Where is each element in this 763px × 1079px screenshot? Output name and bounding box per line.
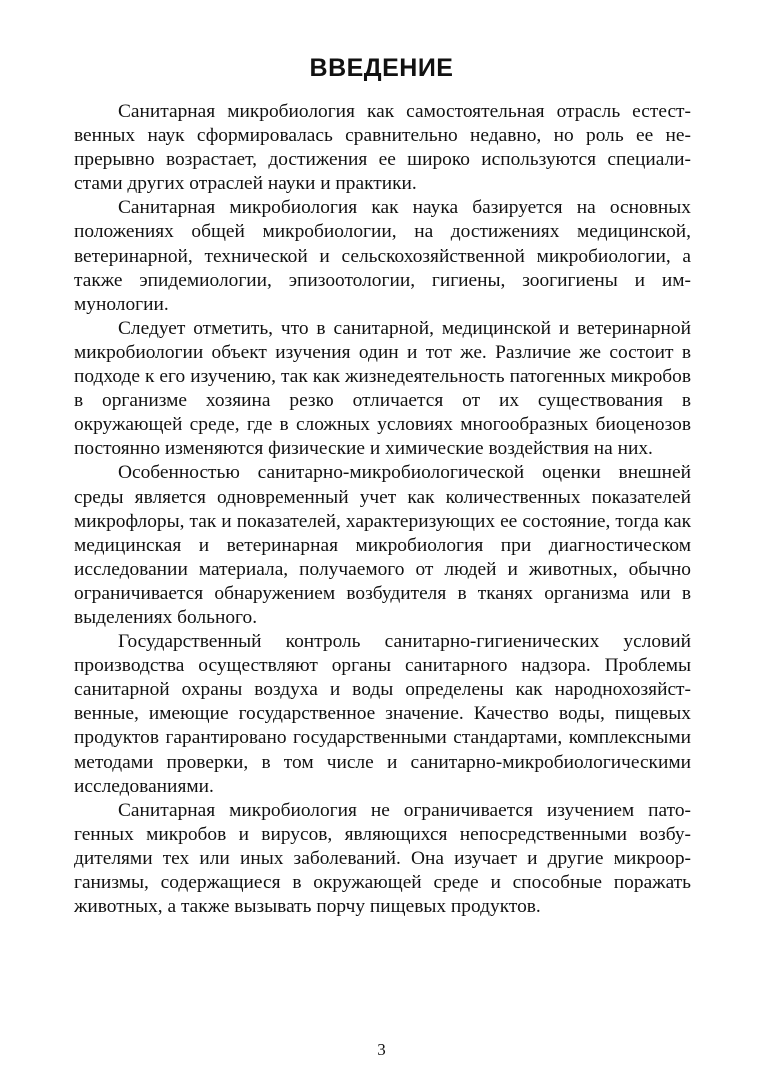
paragraph-2: Санитарная микробиология как наука базируется на основных положениях общей микробиологии, на достижениях медицинской, ветеринарной, технической и сельскохозяйственной микробиологии, а также эпидемиологии, эпизоотологии, гигиены, зоогигиены и иммунологии. [74, 197, 691, 315]
paragraph-4: Особенностью санитарно-микробиологической оценки внешней среды является одновременный учет как количественных показателей микрофлоры, так и показателей, характеризующих ее состояние, тогда как медицинская и ветеринарная микробиология при диагностическом исследовании материала, получаемого от людей и животных, обычно ограничивается обнаружением возбудителя в тканях организма или в выделениях больного. [74, 462, 691, 628]
page-number: 3 [377, 1040, 386, 1059]
body-text [74, 100, 691, 919]
paragraph-1: Санитарная микробиология как самостоятельная отрасль естественных наук сформировалась сравнительно недавно, но роль ее непрерывно возрастает, достижения ее широко используются специалистами других отраслей науки и практики. [74, 101, 691, 195]
page-title: ВВЕДЕНИЕ [309, 54, 454, 82]
paragraph-3: Следует отметить, что в санитарной, медицинской и ветеринарной микробиологии объект изучения один и тот же. Различие же состоит в подходе к его изучению, так как жизнедеятельность патогенных микробов в организме хозяина резко отличается от их существования в окружающей среде, где в сложных условиях многообразных биоценозов постоянно изменяются физические и химические воздействия на них. [74, 317, 691, 460]
paragraph-5: Государственный контроль санитарно-гигиенических условий производства осуществляют органы санитарного надзора. Проблемы санитарной охраны воздуха и воды определены как народнохозяйственные, имеющие государственное значение. Качество воды, пищевых продуктов гарантировано государственными стандартами, комплексными методами проверки, в том числе и санитарно-микробиологическими исследованиями. [74, 631, 691, 797]
paragraph-6: Санитарная микробиология не ограничивается изучением патогенных микробов и вирусов, являющихся непосредственными возбудителями тех или иных заболеваний. Она изучает и другие микроорганизмы, содержащиеся в окружающей среде и способные поражать животных, а также вызывать порчу пищевых продуктов. [74, 799, 691, 918]
